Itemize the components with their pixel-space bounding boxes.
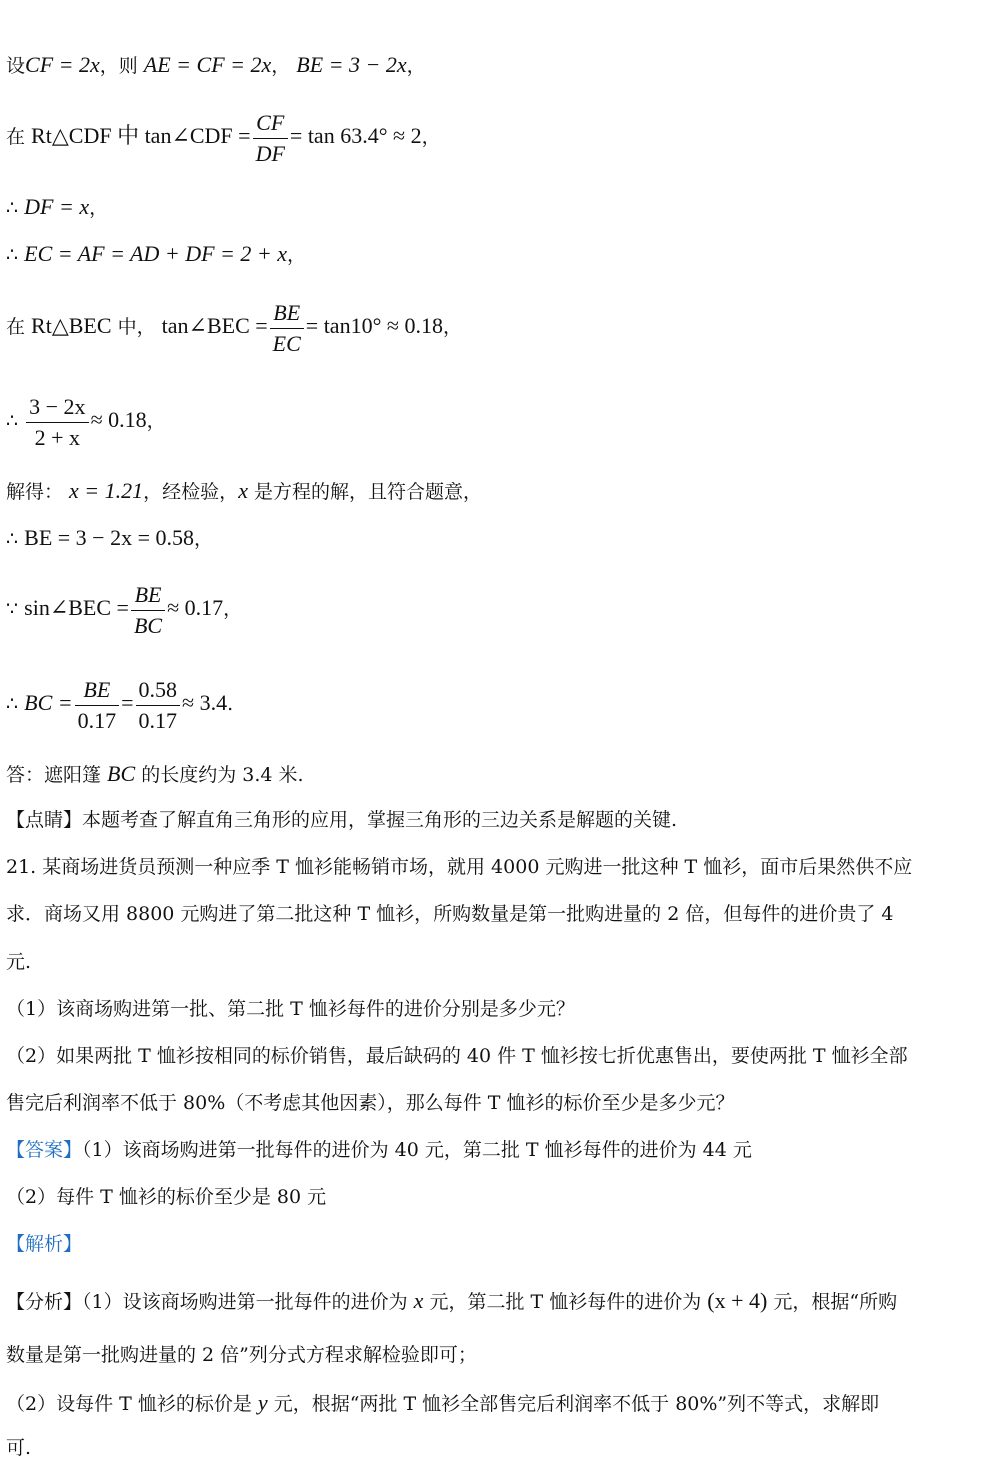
text: 解得：: [6, 481, 70, 503]
math: EC = AF = AD + DF = 2 + x: [24, 241, 287, 266]
text: （1）该商场购进第一批、第二批 T 恤衫每件的进价分别是多少元？: [6, 998, 575, 1020]
math: x = 1.21: [69, 478, 144, 503]
text: 元.: [6, 951, 32, 973]
fraction-be-017: [75, 675, 120, 735]
text: 求．商场又用 8800 元购进了第二批这种 T 恤衫，所购数量是第一批购进量的 2 倍，但每件的进价贵了 4: [6, 903, 894, 925]
text: ，则: [99, 55, 144, 77]
text: ，: [146, 410, 166, 433]
text: 是方程的解，且符合题意，: [247, 481, 482, 503]
question-21-line-1: [6, 858, 912, 877]
text: 【分析】（1）设该商场购进第一批每件的进价为: [6, 1291, 414, 1313]
math: BC =: [24, 690, 73, 716]
text: 的长度约为 3.4 米.: [135, 764, 304, 786]
text: ，: [89, 197, 109, 219]
fraction-be-bc: [131, 580, 165, 640]
line-comment: [6, 811, 677, 830]
therefore-symbol: ∴: [6, 693, 25, 716]
text: 元，根据“两批 T 恤衫全部售完后利润率不低于 80%”列不等式，求解即: [267, 1393, 880, 1415]
text: 21. 某商场进货员预测一种应季 T 恤衫能畅销市场，就用 4000 元购进一批这种 T 恤衫，面市后果然供不应: [6, 856, 913, 878]
text: ，: [406, 55, 426, 77]
math: = tan10° ≈ 0.18: [305, 313, 443, 339]
text: 元，第二批 T 恤衫每件的进价为: [423, 1291, 708, 1313]
numerator: BE: [270, 298, 304, 329]
analysis-line-3: [6, 1392, 879, 1414]
text: （1）该商场购进第一批每件的进价为 40 元，第二批 T 恤衫每件的进价为 44 元: [82, 1139, 752, 1161]
text: 【点睛】本题考查了解直角三角形的应用，掌握三角形的三边关系是解题的关键.: [6, 809, 678, 831]
fraction-be-ec: [270, 298, 304, 358]
math: tan∠BEC =: [161, 313, 268, 339]
numerator: BE: [131, 580, 165, 611]
line-solution-x: [6, 480, 482, 502]
therefore-symbol: ∴: [6, 528, 25, 550]
text: 元，根据“所购: [767, 1291, 898, 1313]
denominator: 0.17: [138, 707, 178, 733]
denominator: EC: [272, 330, 301, 356]
line-fraction-equation: [6, 392, 166, 452]
because-symbol: ∵: [6, 598, 25, 621]
denominator: BC: [133, 612, 163, 638]
text: ，经检验，: [143, 481, 239, 503]
math: BC: [107, 761, 136, 786]
line-be-value: [6, 527, 213, 549]
math: = tan 63.4° ≈ 2: [289, 123, 422, 149]
denominator: DF: [255, 140, 285, 166]
math: Rt△BEC: [31, 313, 112, 339]
question-21-line-2: [6, 905, 893, 924]
text: ，: [421, 126, 441, 149]
math: (x + 4): [707, 1288, 768, 1313]
analysis-line-2: [6, 1346, 477, 1365]
math: =: [121, 690, 134, 716]
line-set-cf: [6, 54, 426, 76]
line-tan-cdf: [6, 108, 441, 168]
math: ≈ 0.17: [167, 595, 224, 621]
line-bc-value: [6, 675, 233, 735]
text: ，: [442, 316, 462, 339]
math: Rt△: [31, 123, 69, 149]
therefore-symbol: ∴: [6, 197, 25, 219]
text: （2）每件 T 恤衫的标价至少是 80 元: [6, 1186, 327, 1208]
question-21-part-2-line-1: [6, 1047, 908, 1066]
question-21-part-1: [6, 1000, 575, 1019]
analysis-heading: [6, 1235, 82, 1254]
math: ≈ 3.4: [182, 690, 228, 716]
analysis-line-4: [6, 1439, 31, 1458]
fraction-3-2x-over-2-x: [26, 392, 88, 452]
text: 设: [6, 55, 26, 77]
numerator: 0.58: [136, 675, 181, 706]
numerator: CF: [253, 108, 288, 139]
analysis-label: 【解析】: [6, 1233, 83, 1255]
text: 数量是第一批购进量的 2 倍”列分式方程求解检验即可；: [6, 1344, 477, 1366]
numerator: 3 − 2x: [26, 392, 88, 423]
therefore-symbol: ∴: [6, 410, 25, 433]
math: BE = 3 − 2x: [296, 52, 407, 77]
text: （2）设每件 T 恤衫的标价是: [6, 1393, 258, 1415]
text: （2）如果两批 T 恤衫按相同的标价销售，最后缺码的 40 件 T 恤衫按七折优惠售出，要使两批 T 恤衫全部: [6, 1045, 908, 1067]
line-df-x: [6, 196, 108, 218]
text: 在: [6, 316, 32, 339]
text: ，: [193, 528, 213, 550]
line-sin-bec: [6, 580, 242, 640]
answer-line-2: [6, 1188, 326, 1207]
fraction-cf-df: [253, 108, 288, 168]
text: 售完后利润率不低于 80%（不考虑其他因素），那么每件 T 恤衫的标价至少是多少元？: [6, 1092, 735, 1114]
math: sin∠BEC =: [24, 595, 129, 621]
math: BE = 3 − 2x = 0.58: [24, 525, 194, 550]
math: x: [238, 478, 248, 503]
question-21-part-2-line-2: [6, 1094, 735, 1113]
text: 答：遮阳篷: [6, 764, 108, 786]
denominator: 0.17: [77, 707, 117, 733]
math: CF = 2x: [25, 52, 100, 77]
text: ，: [286, 244, 306, 266]
line-answer-bc: [6, 763, 304, 785]
math: y: [257, 1390, 268, 1415]
text: 可.: [6, 1437, 32, 1459]
text: 在: [6, 126, 32, 149]
fraction-058-017: [136, 675, 181, 735]
math: ≈ 0.18: [90, 407, 147, 433]
question-21-line-3: [6, 953, 31, 972]
text: 中，: [111, 316, 162, 339]
numerator: BE: [75, 675, 120, 706]
text: ，: [223, 598, 243, 621]
analysis-line-1: [6, 1290, 897, 1312]
math: x: [413, 1288, 424, 1313]
math: CDF 中 tan∠CDF =: [68, 123, 251, 149]
text: ，: [271, 55, 297, 77]
answer-line-1: [6, 1141, 752, 1160]
math: DF = x: [24, 194, 90, 219]
denominator: 2 + x: [34, 424, 81, 450]
answer-label: 【答案】: [6, 1139, 83, 1161]
therefore-symbol: ∴: [6, 244, 25, 266]
line-ec-af: [6, 243, 306, 265]
math: AE = CF = 2x: [143, 52, 272, 77]
text: .: [227, 693, 234, 716]
line-tan-bec: [6, 298, 462, 358]
